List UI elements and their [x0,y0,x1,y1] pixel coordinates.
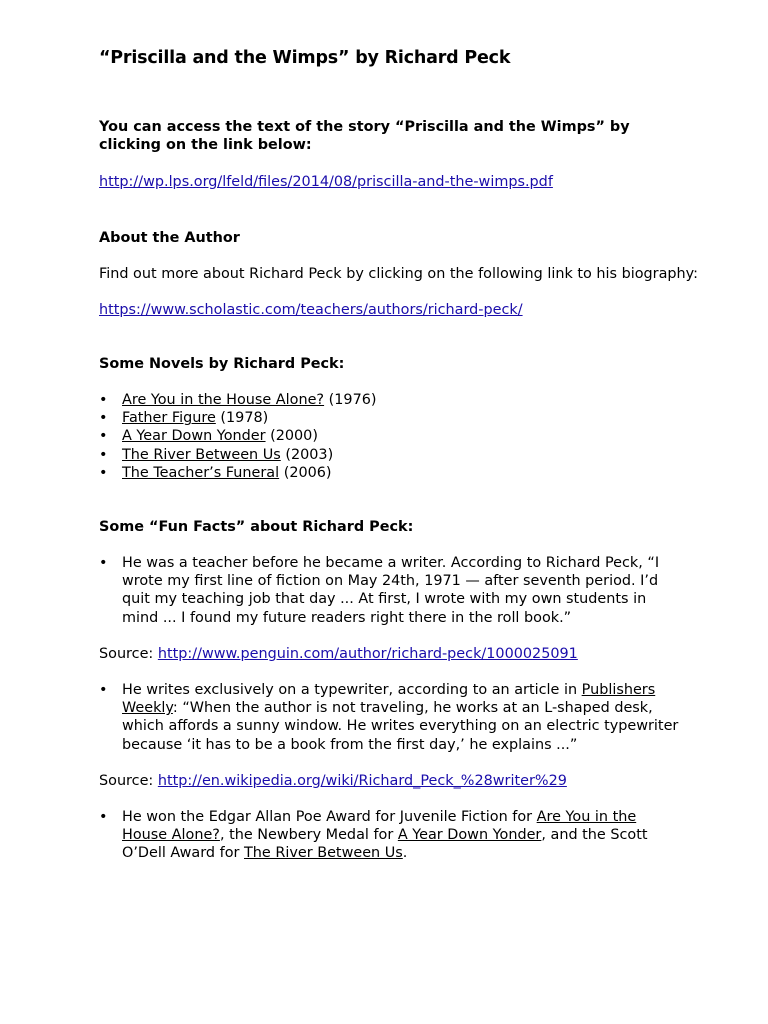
list-item [99,427,679,445]
source-label: Source: [99,773,158,789]
novel-title: The River Between Us [244,845,403,862]
bio-link-row [99,301,679,319]
novel-title: The Teacher’s Funeral [122,464,280,481]
intro-heading: You can access the text of the story “Priscilla and the Wimps” by clicking on the link below: [99,119,630,154]
fact-text [122,808,682,863]
fact-text-part: , and the Scott O’Dell Award for [122,827,648,862]
fact-item [99,554,679,627]
fact-list-1 [99,554,679,627]
novel-title: The River Between Us [122,446,281,463]
novel-year: (1978) [215,410,269,427]
fact-text-part: He won the Edgar Allan Poe Award for Juvenile Fiction for [122,809,537,825]
novel-year: (2006) [279,464,332,481]
wikipedia-source-link[interactable]: http://en.wikipedia.org/wiki/Richard_Peck_%28writer%29 [157,773,567,789]
list-item [99,409,679,427]
publication-title: Publishers Weekly [122,682,656,717]
list-item [99,391,679,409]
fact-text-part: , the Newbery Medal for [219,827,398,844]
source-label: Source: [99,646,158,662]
penguin-source-link[interactable]: http://www.penguin.com/author/richard-peck/1000025091 [157,646,578,662]
biography-link[interactable]: https://www.scholastic.com/teachers/authors/richard-peck/ [99,302,523,318]
novel-year: (2000) [265,428,318,445]
fact-item [99,808,679,863]
about-heading: About the Author [99,230,240,246]
fact-text-part: : “When the author is not traveling, he works at an L-shaped desk, which affords a sunny window. He writes everything on an electric typewriter because ‘it has to be a book from the first day,’ he explains ...” [122,700,679,753]
fact-text [122,681,682,754]
novel-year: (2003) [280,446,334,463]
story-link-row [99,173,679,191]
source-line-2 [99,772,679,790]
fact-list-2 [99,681,679,754]
list-item [99,446,679,464]
novel-year: (1976) [324,392,377,408]
fact-text-part: He writes exclusively on a typewriter, according to an article in [122,682,582,698]
novel-title: A Year Down Yonder [397,827,542,844]
novels-heading: Some Novels by Richard Peck: [99,356,345,372]
document-title: “Priscilla and the Wimps” by Richard Peck [99,48,511,68]
story-pdf-link[interactable]: http://wp.lps.org/lfeld/files/2014/08/priscilla-and-the-wimps.pdf [99,174,553,190]
facts-heading: Some “Fun Facts” about Richard Peck: [99,519,414,535]
fact-text-part: . [402,845,408,862]
fact-text: • He was a teacher before he became a writer. According to Richard Peck, “I wrote my first line of fiction on May 24th, 1971 — after seventh period. I’d quit my teaching job that day ... At first, I wrote with my own students in mind ... I found my future readers right there in the roll book.” [122,555,660,626]
novel-title: Are You in the House Alone? [122,392,325,408]
novel-title: A Year Down Yonder [122,428,266,445]
novel-title: Are You in the House Alone? [122,809,637,844]
novels-list [99,391,679,482]
fact-list-3 [99,808,679,863]
fact-item [99,681,679,754]
list-item [99,464,679,482]
source-line-1 [99,645,679,663]
about-text: Find out more about Richard Peck by clicking on the following link to his biography: [99,266,698,282]
novel-title: Father Figure [122,410,216,427]
